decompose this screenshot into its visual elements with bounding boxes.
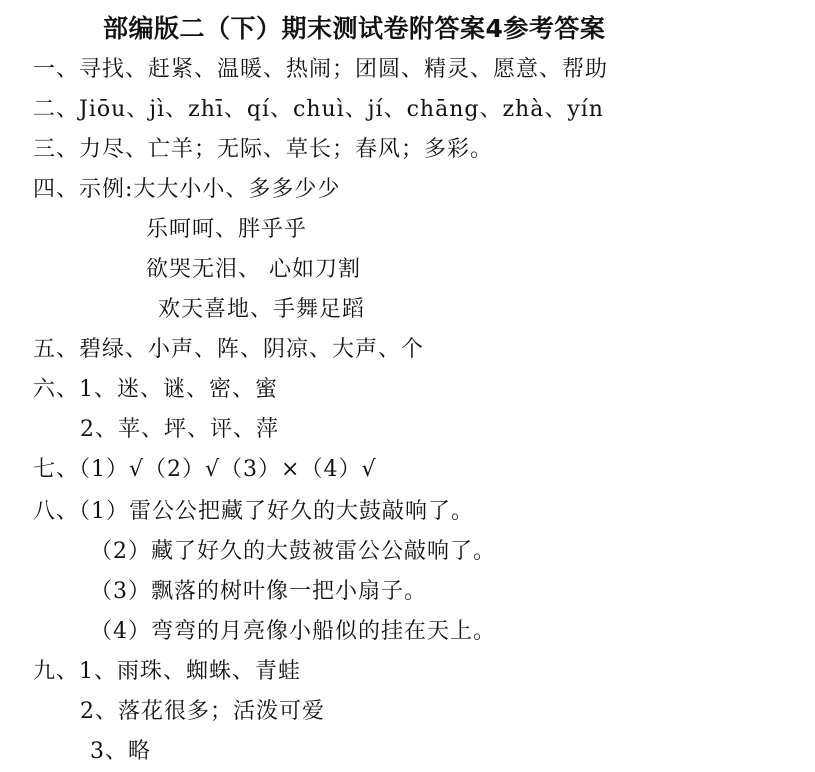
answer-line-5: 五、碧绿、小声、阵、阴凉、大声、个 bbox=[33, 337, 425, 362]
answer-line-8-part-3: （3）飘落的树叶像一把小扇子。 bbox=[90, 579, 427, 604]
answer-line-9-part-3: 3、略 bbox=[90, 739, 151, 764]
answer-line-4-example-2: 乐呵呵、胖乎乎 bbox=[146, 217, 308, 242]
answer-line-2: 二、Jiōu、jì、zhī、qí、chuì、jí、chāng、zhà、yín bbox=[33, 97, 604, 122]
answer-line-6-part-1: 六、1、迷、谜、密、蜜 bbox=[33, 377, 278, 402]
answer-line-1: 一、寻找、赶紧、温暖、热闹；团圆、精灵、愿意、帮助 bbox=[33, 57, 609, 82]
page-title: 部编版二（下）期末测试卷附答案4参考答案 bbox=[103, 14, 606, 43]
answer-line-9-part-2: 2、落花很多；活泼可爱 bbox=[80, 699, 325, 724]
answer-line-8-part-2: （2）藏了好久的大鼓被雷公公敲响了。 bbox=[90, 539, 496, 564]
answer-line-4-example-4: 欢天喜地、手舞足蹈 bbox=[158, 297, 366, 322]
answer-line-4-example-3: 欲哭无泪、 心如刀割 bbox=[146, 257, 361, 282]
answer-line-4: 四、示例:大大小小、多多少少 bbox=[33, 177, 341, 202]
answer-line-9-part-1: 九、1、雨珠、蜘蛛、青蛙 bbox=[33, 659, 301, 684]
answer-line-7: 七、（1）√（2）√（3）×（4）√ bbox=[33, 457, 377, 482]
answer-line-8-part-4: （4）弯弯的月亮像小船似的挂在天上。 bbox=[90, 619, 496, 644]
answer-line-3: 三、力尽、亡羊；无际、草长；春风；多彩。 bbox=[33, 137, 494, 162]
answer-line-6-part-2: 2、苹、坪、评、萍 bbox=[80, 417, 279, 442]
answer-line-8-part-1: 八、（1）雷公公把藏了好久的大鼓敲响了。 bbox=[33, 499, 474, 524]
